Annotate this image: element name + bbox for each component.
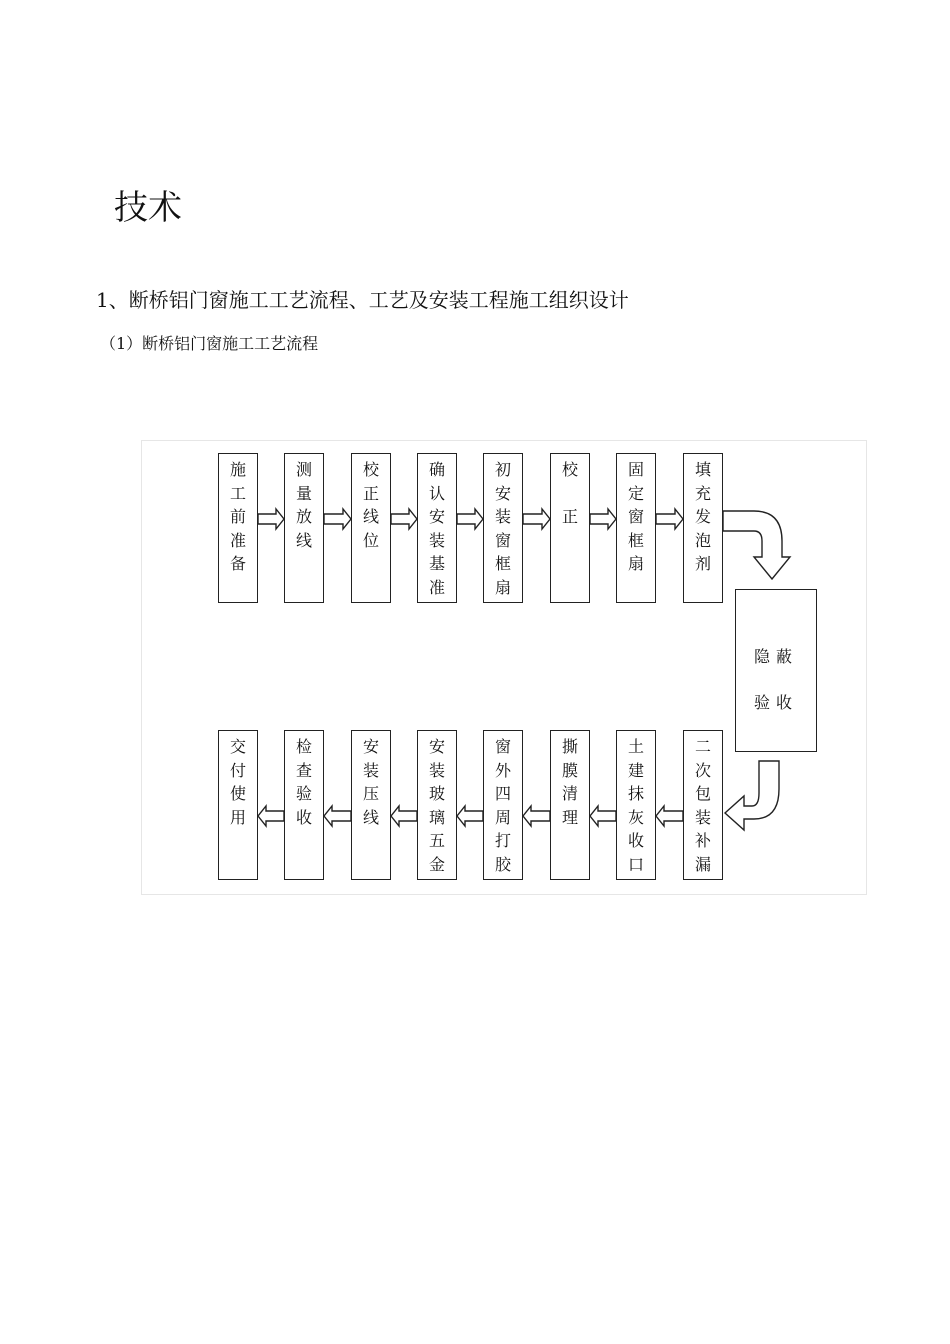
flow-step-bottom-3 bbox=[351, 730, 391, 880]
step-char: 四 bbox=[494, 784, 511, 803]
flow-step-bottom-7 bbox=[616, 730, 656, 880]
step-char: 安 bbox=[362, 737, 379, 756]
flow-step-bottom-5 bbox=[483, 730, 523, 880]
step-char: 安 bbox=[428, 737, 445, 756]
step-char: 建 bbox=[627, 760, 644, 780]
flow-step-top-3 bbox=[351, 453, 391, 603]
right-arrow-icon bbox=[457, 509, 483, 529]
step-char: 装 bbox=[362, 760, 379, 780]
step-char: 正 bbox=[362, 483, 379, 503]
step-char: 初 bbox=[494, 460, 511, 479]
page-title: 技术 bbox=[114, 188, 182, 228]
step-char: 固 bbox=[627, 460, 644, 479]
flow-step-bottom-1 bbox=[218, 730, 258, 880]
inspection-label-line2: 验收 bbox=[753, 693, 798, 712]
step-char: 装 bbox=[494, 507, 511, 526]
right-arrow-icon bbox=[656, 509, 683, 529]
step-char: 外 bbox=[494, 760, 511, 780]
step-char: 撕 bbox=[561, 737, 578, 756]
step-char: 查 bbox=[295, 760, 312, 780]
flow-step-bottom-8 bbox=[683, 730, 723, 880]
step-char: 打 bbox=[494, 831, 511, 850]
step-char: 周 bbox=[494, 807, 511, 827]
step-char: 线 bbox=[362, 507, 379, 526]
step-char: 准 bbox=[428, 577, 445, 597]
flow-step-top-4 bbox=[417, 453, 457, 603]
step-char: 量 bbox=[295, 483, 312, 503]
step-char: 土 bbox=[627, 737, 644, 756]
step-char: 璃 bbox=[428, 807, 445, 827]
step-char: 校 bbox=[561, 460, 578, 479]
step-char: 装 bbox=[428, 530, 445, 550]
flow-step-inspection bbox=[735, 589, 817, 752]
left-arrow-icon bbox=[324, 806, 351, 826]
step-char: 扇 bbox=[627, 554, 644, 573]
step-char: 校 bbox=[362, 460, 379, 479]
left-arrow-icon bbox=[523, 806, 550, 826]
step-char: 金 bbox=[428, 854, 445, 874]
left-arrow-icon bbox=[457, 806, 483, 826]
step-char: 玻 bbox=[428, 784, 445, 803]
step-char: 付 bbox=[229, 760, 246, 780]
subsection-heading: （1）断桥铝门窗施工工艺流程 bbox=[100, 334, 319, 353]
step-char: 使 bbox=[229, 784, 246, 803]
step-char: 窗 bbox=[494, 737, 511, 756]
flow-step-top-6 bbox=[550, 453, 590, 603]
step-char: 窗 bbox=[627, 507, 644, 526]
step-char: 灰 bbox=[627, 807, 644, 827]
step-char: 认 bbox=[428, 483, 445, 503]
step-char: 五 bbox=[428, 831, 445, 850]
right-arrow-icon bbox=[590, 509, 616, 529]
step-char: 验 bbox=[295, 784, 312, 803]
left-arrow-icon bbox=[590, 806, 616, 826]
step-char: 安 bbox=[428, 507, 445, 526]
step-char: 口 bbox=[627, 854, 644, 874]
step-char: 备 bbox=[229, 554, 246, 573]
step-char: 窗 bbox=[494, 530, 511, 550]
step-char: 理 bbox=[561, 807, 578, 827]
step-char: 补 bbox=[694, 831, 711, 850]
step-char: 填 bbox=[694, 460, 711, 479]
inspection-label-line1: 隐蔽 bbox=[753, 647, 798, 666]
step-char: 包 bbox=[694, 784, 711, 803]
step-char: 基 bbox=[428, 554, 445, 573]
step-char: 准 bbox=[229, 530, 246, 550]
step-char: 漏 bbox=[694, 854, 711, 874]
step-char: 清 bbox=[561, 784, 578, 803]
step-char: 装 bbox=[428, 760, 445, 780]
step-char: 框 bbox=[627, 530, 644, 550]
step-char: 剂 bbox=[694, 554, 711, 573]
right-arrow-icon bbox=[391, 509, 417, 529]
step-char: 测 bbox=[295, 460, 312, 479]
step-char: 确 bbox=[428, 460, 445, 479]
step-char: 胶 bbox=[494, 854, 511, 874]
curved-down-arrow-icon bbox=[723, 511, 790, 579]
step-char: 扇 bbox=[494, 577, 511, 597]
step-char: 前 bbox=[229, 507, 246, 526]
right-arrow-icon bbox=[523, 509, 550, 529]
step-char: 充 bbox=[694, 483, 711, 503]
curved-left-arrow-icon bbox=[725, 761, 779, 830]
step-char: 泡 bbox=[694, 530, 711, 550]
step-char: 收 bbox=[295, 807, 312, 827]
process-flow-diagram bbox=[141, 440, 867, 895]
step-char: 用 bbox=[229, 807, 246, 827]
step-char: 抹 bbox=[627, 784, 644, 803]
step-char: 线 bbox=[362, 807, 379, 827]
step-char bbox=[551, 482, 589, 506]
step-char: 交 bbox=[229, 737, 246, 756]
flow-step-bottom-4 bbox=[417, 730, 457, 880]
step-char: 工 bbox=[229, 483, 246, 503]
step-char: 二 bbox=[694, 737, 711, 756]
step-char: 施 bbox=[229, 460, 246, 479]
flow-step-top-5 bbox=[483, 453, 523, 603]
step-char: 次 bbox=[694, 760, 711, 780]
left-arrow-icon bbox=[391, 806, 417, 826]
right-arrow-icon bbox=[324, 509, 351, 529]
step-char: 框 bbox=[494, 554, 511, 573]
step-char: 线 bbox=[295, 530, 312, 550]
step-char: 位 bbox=[362, 530, 379, 550]
step-char: 安 bbox=[494, 483, 511, 503]
left-arrow-icon bbox=[656, 806, 683, 826]
flow-step-top-1 bbox=[218, 453, 258, 603]
step-char: 装 bbox=[694, 807, 711, 827]
flow-step-top-7 bbox=[616, 453, 656, 603]
step-char: 膜 bbox=[561, 760, 578, 780]
flow-step-top-2 bbox=[284, 453, 324, 603]
step-char: 收 bbox=[627, 831, 644, 850]
step-char: 发 bbox=[694, 507, 711, 526]
step-char: 定 bbox=[627, 483, 644, 503]
step-char: 放 bbox=[295, 507, 312, 526]
flow-step-bottom-2 bbox=[284, 730, 324, 880]
left-arrow-icon bbox=[258, 806, 284, 826]
step-char: 压 bbox=[362, 784, 379, 803]
right-arrow-icon bbox=[258, 509, 284, 529]
step-char: 正 bbox=[561, 507, 578, 526]
step-char: 检 bbox=[295, 737, 312, 756]
section-heading: 1、断桥铝门窗施工工艺流程、工艺及安装工程施工组织设计 bbox=[96, 288, 629, 312]
flow-step-top-8 bbox=[683, 453, 723, 603]
flow-step-bottom-6 bbox=[550, 730, 590, 880]
